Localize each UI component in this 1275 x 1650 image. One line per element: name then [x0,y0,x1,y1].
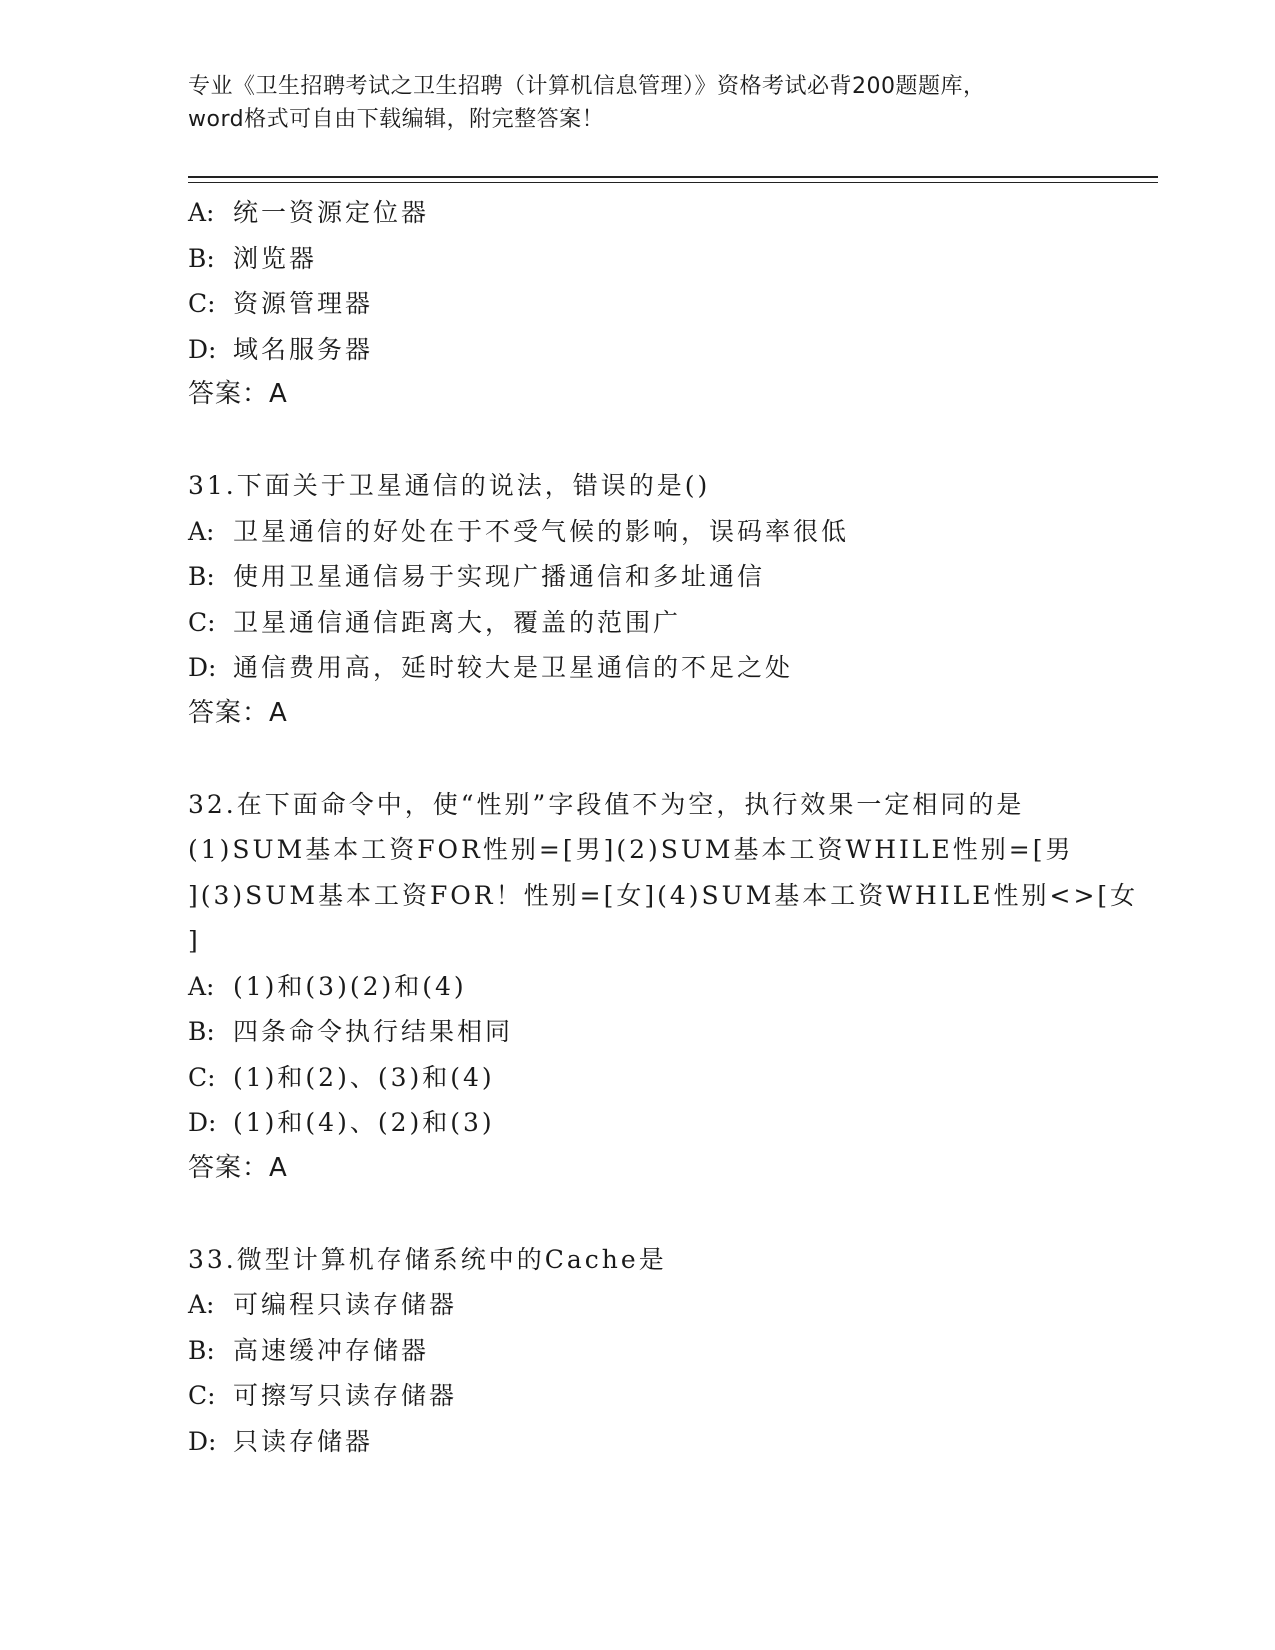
option-label: D: [188,334,217,364]
option-text: 可擦写只读存储器 [233,1381,458,1410]
option-label: D: [188,653,217,682]
option-text: 可编程只读存储器 [233,1290,458,1319]
option-label: C: [188,1381,216,1410]
option-text: 通信费用高，延时较大是卫星通信的不足之处 [233,653,794,682]
option-label: D: [188,1426,217,1456]
option-b [188,236,1088,282]
option-text: 统一资源定位器 [233,198,430,227]
option-text: 浏览器 [233,243,318,273]
option-c [188,281,1088,327]
option-text: 四条命令执行结果相同 [233,1017,514,1046]
question-stem-line-1: 32.在下面命令中，使“性别”字段值不为空，执行效果一定相同的是 [188,789,1025,819]
option-text: (1)和(2)、(3)和(4) [233,1062,495,1092]
option-label: C: [188,289,216,318]
option-label: C: [188,1062,216,1092]
header-line-2: word格式可自由下载编辑，附完整答案！ [188,107,605,132]
option-text: 使用卫星通信易于实现广播通信和多址通信 [233,562,766,591]
option-b [188,1009,1088,1055]
spacer [188,418,1088,464]
header-divider-thick [188,176,1158,178]
question-block-33 [188,1237,1088,1465]
question-stem-line-3: ](3)SUM基本工资FOR！性别=[女](4)SUM基本工资WHILE性别<>[女 [188,880,1139,910]
option-text: 卫星通信的好处在于不受气候的影响，误码率很低 [233,516,850,546]
answer-line: 答案：A [188,1152,288,1183]
header-divider-thin [188,182,1158,183]
answer-line: 答案：A [188,379,288,409]
option-text: 卫星通信通信距离大，覆盖的范围广 [233,607,682,637]
option-d [188,1100,1088,1146]
document-header [188,70,1088,136]
header-line-1: 专业《卫生招聘考试之卫生招聘（计算机信息管理）》资格考试必背200题题库， [188,74,986,99]
option-label: B: [188,1017,215,1046]
question-block-31 [188,463,1088,736]
option-label: D: [188,1108,217,1137]
option-a [188,1282,1088,1328]
question-block-32 [188,782,1139,1192]
option-c [188,1055,1088,1101]
spacer [188,736,1088,782]
question-block-30 [188,190,1088,418]
option-label: A: [188,971,215,1001]
question-stem: 31.下面关于卫星通信的说法，错误的是() [188,471,711,500]
option-c [188,1373,1088,1419]
option-text: 高速缓冲存储器 [233,1335,430,1365]
option-c [188,600,1088,646]
option-label: B: [188,562,215,591]
option-a [188,190,1088,236]
question-stem-line-2: (1)SUM基本工资FOR性别=[男](2)SUM基本工资WHILE性别=[男 [188,835,1074,864]
option-d [188,327,1088,373]
question-stem-line-4: ] [188,926,201,955]
option-b [188,1328,1088,1374]
option-text: 只读存储器 [233,1426,374,1456]
option-d [188,645,1088,691]
option-text: (1)和(4)、(2)和(3) [233,1108,495,1137]
option-a [188,509,1088,555]
option-text: 资源管理器 [233,289,374,318]
option-d [188,1419,1088,1465]
question-stem: 33.微型计算机存储系统中的Cache是 [188,1244,667,1274]
option-label: A: [188,1290,215,1319]
option-b [188,554,1088,600]
option-label: A: [188,516,215,546]
option-label: B: [188,243,215,273]
option-label: C: [188,607,216,637]
document-body [188,190,1139,1464]
answer-line: 答案：A [188,697,288,728]
option-a [188,964,1088,1010]
spacer [188,1191,1088,1237]
option-text: 域名服务器 [233,334,374,364]
option-label: B: [188,1335,215,1365]
option-text: (1)和(3)(2)和(4) [233,971,467,1001]
option-label: A: [188,198,215,227]
